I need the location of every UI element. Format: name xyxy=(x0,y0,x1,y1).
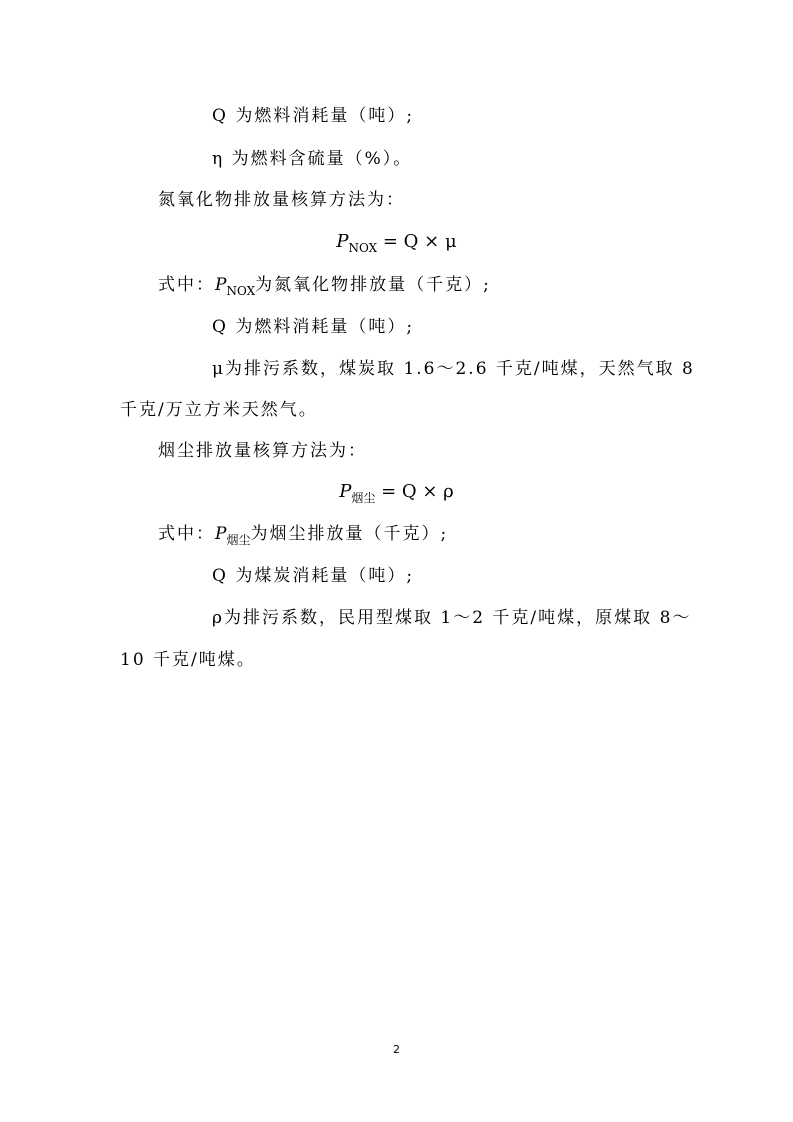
text-line-rho-coefficient: ρ为排污系数，民用型煤取 1～2 千克/吨煤，原煤取 8～ xyxy=(212,608,692,628)
inline-nox-sub: NOX xyxy=(226,284,256,298)
formula-dust-rhs: = Q × ρ xyxy=(375,481,454,502)
text-line-nox-heading: 氮氧化物排放量核算方法为： xyxy=(158,190,405,210)
page-number: 2 xyxy=(393,1043,400,1056)
text-line-raw-coal: 10 千克/吨煤。 xyxy=(120,650,256,670)
text-line-eta-sulfur: η 为燃料含硫量（%）。 xyxy=(212,149,413,169)
formula-nox-var: P xyxy=(336,231,349,252)
inline-nox-var: P xyxy=(215,275,227,295)
formula-nox-sub: NOX xyxy=(348,241,378,255)
formula-dust-var: P xyxy=(339,481,352,502)
text-line-gas-unit: 千克/万立方米天然气。 xyxy=(120,400,318,420)
text-line-q-fuel: Q 为燃料消耗量（吨）; xyxy=(212,106,415,126)
text-line-q-coal: Q 为煤炭消耗量（吨）; xyxy=(212,566,415,586)
inline-nox-symbol xyxy=(215,275,256,298)
text-suffix-2: 为烟尘排放量（千克）; xyxy=(250,524,449,544)
text-prefix: 式中： xyxy=(158,275,215,295)
text-line-dust-def xyxy=(158,524,448,550)
text-line-mu-coefficient: μ为排污系数，煤炭取 1.6～2.6 千克/吨煤，天然气取 8 xyxy=(212,359,695,379)
formula-nox xyxy=(0,232,793,258)
formula-dust xyxy=(0,482,793,508)
text-line-q-fuel-2: Q 为燃料消耗量（吨）; xyxy=(212,317,415,337)
text-line-nox-def xyxy=(158,275,491,301)
text-line-dust-heading: 烟尘排放量核算方法为： xyxy=(158,441,367,461)
formula-dust-sub: 烟尘 xyxy=(351,491,376,505)
formula-nox-rhs: = Q × μ xyxy=(377,231,457,252)
text-suffix: 为氮氧化物排放量（千克）; xyxy=(255,275,491,295)
inline-dust-symbol xyxy=(215,524,251,547)
text-prefix-2: 式中： xyxy=(158,524,215,544)
inline-dust-sub: 烟尘 xyxy=(226,533,251,547)
inline-dust-var: P xyxy=(215,524,227,544)
